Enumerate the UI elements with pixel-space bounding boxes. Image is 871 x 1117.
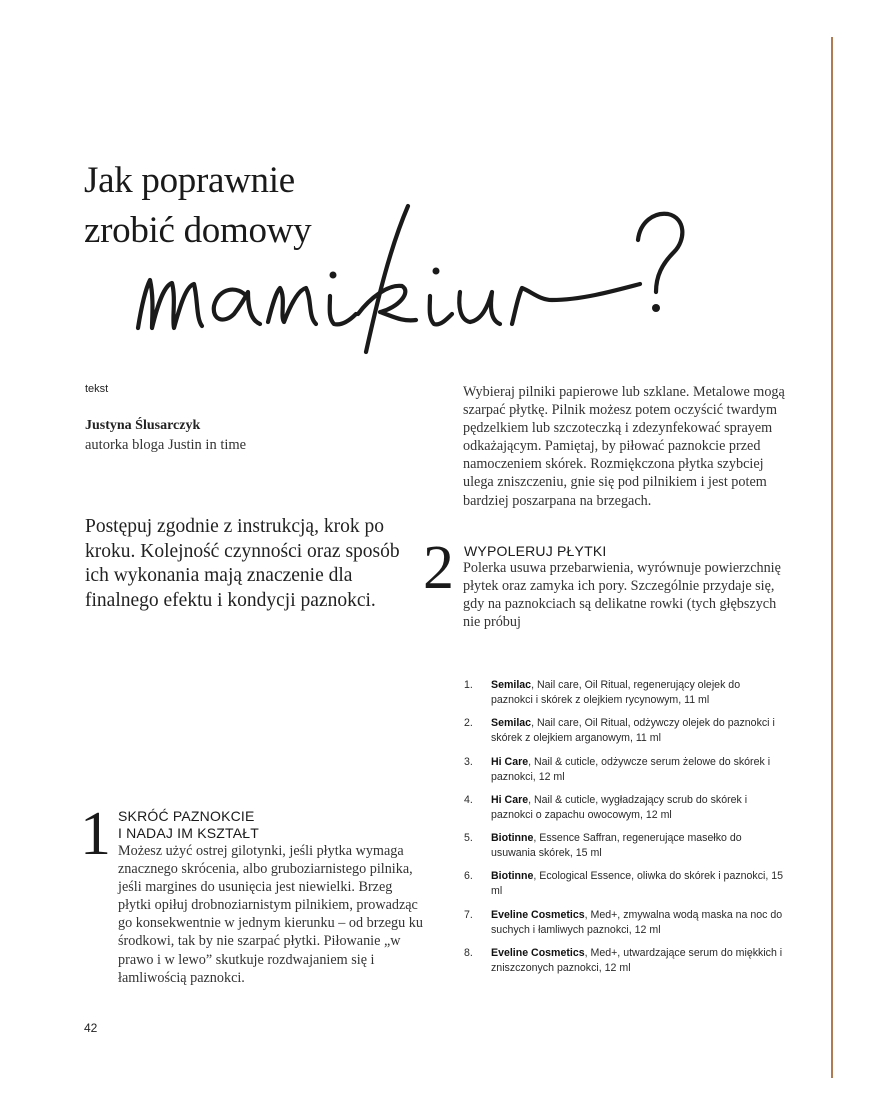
author-role: autorka bloga Justin in time <box>85 437 247 453</box>
product-item <box>464 678 784 708</box>
product-item <box>464 946 784 976</box>
product-number: 5. <box>464 832 473 845</box>
product-brand: Eveline Cosmetics <box>491 908 585 921</box>
product-item <box>464 869 784 899</box>
product-brand: Hi Care <box>491 755 529 768</box>
product-brand: Semilac <box>491 679 532 691</box>
right-column-intro: Wybieraj pilniki papierowe lub szklane. Metalowe mogą szarpać płytkę. Pilnik możesz potem oczyścić twardym pędzelkiem lub szczoteczką i zdezynfekować sprayem odkażającym. Pamiętaj, by piłować paznokcie przed namoczeniem skórek. Rozmiękczona płytka szybciej ulega zniszczeniu, gnie się pod pilnikiem i jest potem bardziej poszarpana na brzegach. <box>463 384 785 509</box>
product-desc: , Essence Saffran, regenerujące masełko do usuwania skórek, 15 ml <box>491 832 742 860</box>
product-number: 2. <box>464 717 473 730</box>
step-2-body: Polerka usuwa przebarwienia, wyrównuje powierzchnię płytek oraz zamyka ich pory. Szczególnie przydaje się, gdy na paznokciach są delikatne rowki (tych głębszych nie próbuj <box>463 560 781 631</box>
step-1-body: Możesz użyć ostrej gilotynki, jeśli płytka wymaga znacznego skrócenia, albo gruboziarnistego pilnika, jeśli margines do usunięcia jest niewielki. Brzeg płytki opiłuj drobnoziarnistym pilnikiem, prowadząc go konsekwentnie w jednym kierunku – od brzegu ku środkowi, tak by nie szarpać płytki. Piłowanie „w prawo i w lewo” skutkuje rozdwajaniem się i łamliwością paznokci. <box>118 843 423 986</box>
product-desc: , Nail care, Oil Ritual, odżywczy olejek do paznokci i skórek z olejkiem arganowym, 11 ml <box>491 717 775 745</box>
title-line-1: Jak poprawnie <box>84 160 295 201</box>
accent-rule <box>831 37 833 1078</box>
step-2-number: 2 <box>423 534 454 602</box>
page-number: 42 <box>84 1021 98 1035</box>
product-brand: Semilac <box>491 717 532 730</box>
product-number: 3. <box>464 755 473 768</box>
product-item <box>464 908 784 938</box>
step-1-heading <box>118 808 418 842</box>
product-item <box>464 755 784 785</box>
product-number: 8. <box>464 947 473 960</box>
step-1-heading-line-1: SKRÓĆ PAZNOKCIE <box>118 808 255 824</box>
lead-paragraph: Postępuj zgodnie z instrukcją, krok po kroku. Kolejność czynności oraz sposób ich wykonania mają znaczenie dla finalnego efektu i kondycji paznokci. <box>85 516 400 611</box>
product-number: 7. <box>464 908 473 921</box>
product-brand: Eveline Cosmetics <box>491 947 585 960</box>
product-brand: Hi Care <box>491 793 529 806</box>
product-number: 4. <box>464 793 473 806</box>
product-desc: , Med+, utwardzające serum do miękkich i zniszczonych paznokci, 12 ml <box>491 947 783 975</box>
step-1-number: 1 <box>80 800 111 868</box>
product-brand: Biotinne <box>491 832 534 845</box>
title-line-2: zrobić domowy <box>84 210 312 251</box>
product-desc: , Ecological Essence, oliwka do skórek i paznokci, 15 ml <box>491 870 784 898</box>
product-item <box>464 716 784 746</box>
script-title-word <box>120 188 710 363</box>
product-number: 1. <box>464 679 473 691</box>
product-number: 6. <box>464 870 473 883</box>
product-desc: , Nail & cuticle, odżywcze serum żelowe do skórek i paznokci, 12 ml <box>491 755 771 783</box>
product-item <box>464 831 784 861</box>
credit-label: tekst <box>85 383 109 395</box>
product-desc: , Nail & cuticle, wygładzający scrub do skórek i paznokci o zapachu owocowym, 12 ml <box>491 793 748 821</box>
step-1-heading-line-2: I NADAJ IM KSZTAŁT <box>118 825 260 841</box>
product-desc: , Med+, zmywalna wodą maska na noc do suchych i łamliwych paznokci, 12 ml <box>491 908 783 936</box>
author-name: Justyna Ślusarczyk <box>85 418 201 433</box>
product-desc: , Nail care, Oil Ritual, regenerujący olejek do paznokci i skórek z olejkiem rycynowym, 11 ml <box>491 679 741 706</box>
step-2-heading: WYPOLERUJ PŁYTKI <box>464 543 607 559</box>
product-list <box>464 678 784 984</box>
product-item <box>464 793 784 823</box>
product-brand: Biotinne <box>491 870 534 883</box>
